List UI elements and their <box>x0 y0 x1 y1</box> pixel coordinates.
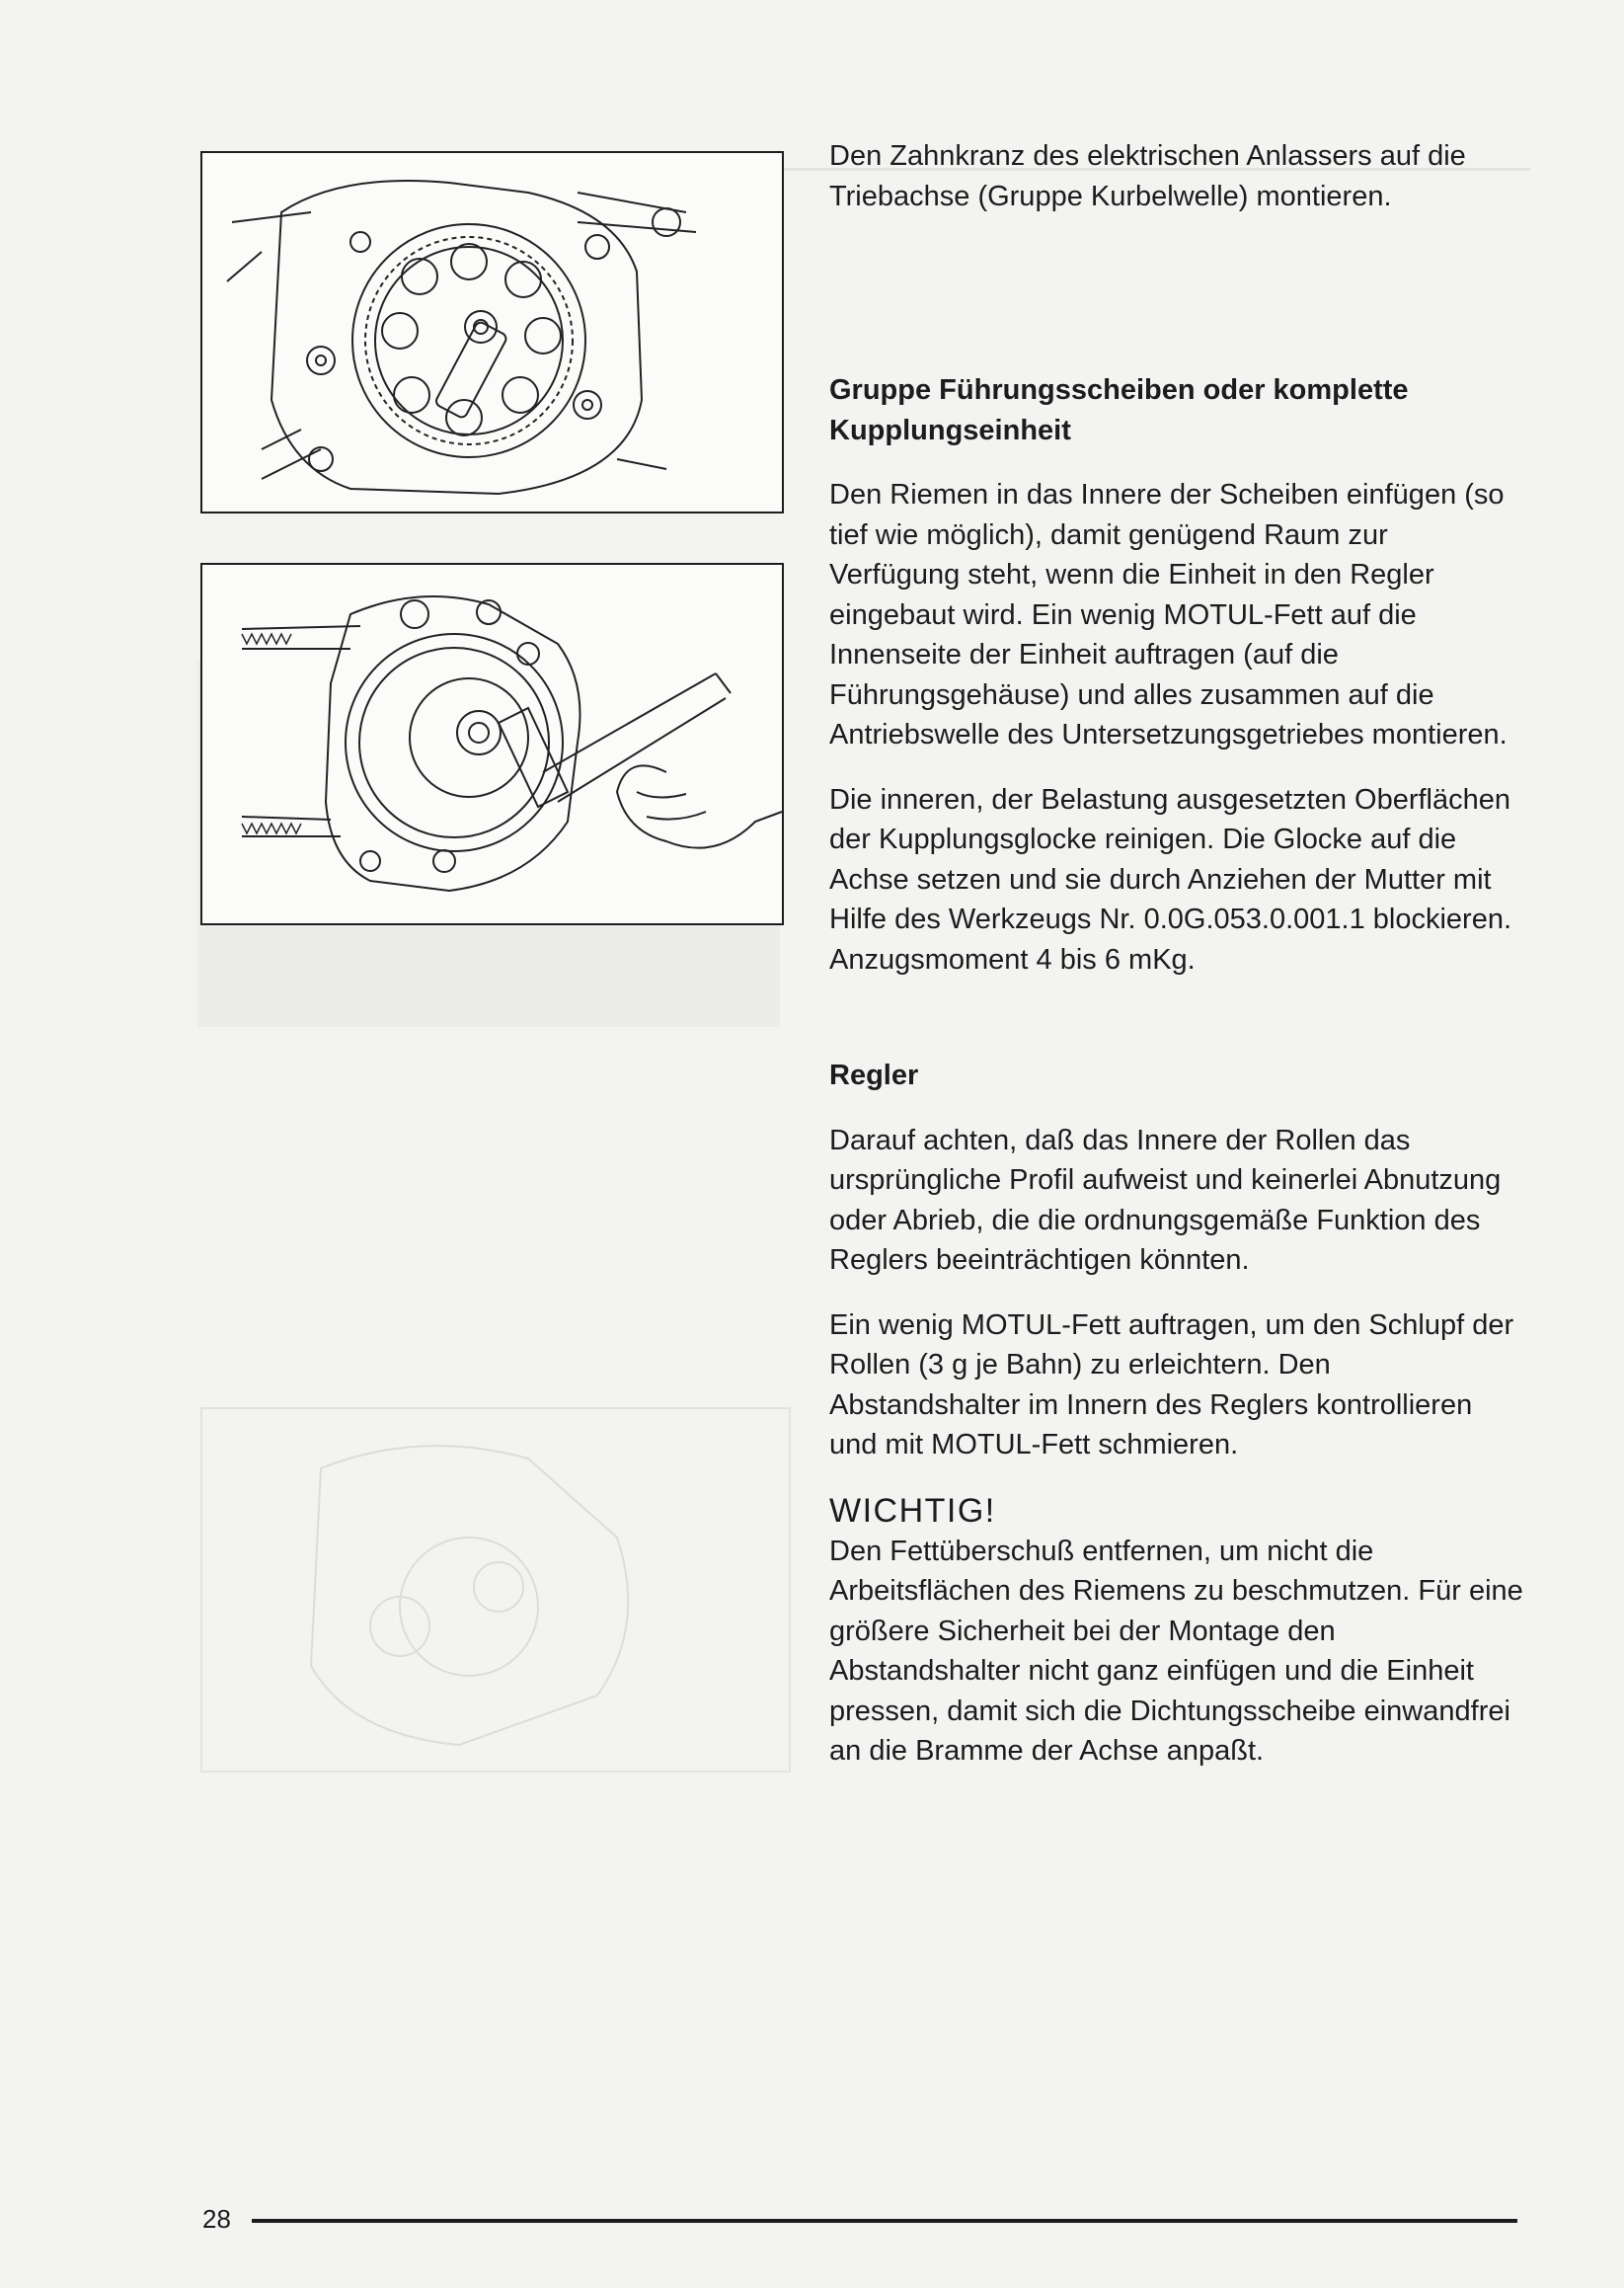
figure-clutch-assembly <box>200 563 784 925</box>
text-column <box>829 136 1525 1772</box>
clutch-paragraph-2: Die inneren, der Belastung ausgesetzten Oberflächen der Kupplungsglocke reinigen. Die Glocke auf die Achse setzen und sie durch Anziehen der Mutter mit Hilfe des Werkzeugs Nr. 0.0G.053.0.001.1 blockieren. Anzugsmoment 4 bis 6 mKg. <box>829 783 1512 976</box>
bleed-through-drawing-icon <box>202 1409 789 1771</box>
bleed-through-figure <box>200 1407 791 1773</box>
warning-paragraph: Den Fettüberschuß entfernen, um nicht die Arbeitsflächen des Riemens zu beschmutzen. Für eine größere Sicherheit bei der Montage den Abstandshalter nicht ganz einfügen und die Einheit pressen, damit sich die Dichtungsscheibe einwandfrei an die Bramme der Achse anpaßt. <box>829 1535 1523 1767</box>
regler-paragraph-1: Darauf achten, daß das Innere der Rollen das ursprüngliche Profil aufweist und keinerlei Abnutzung oder Abrieb, die die ordnungsgemäße Funktion des Reglers beeinträchtigen könnten. <box>829 1124 1502 1276</box>
regler-paragraph-2: Ein wenig MOTUL-Fett auftragen, um den Schlupf der Rollen (3 g je Bahn) zu erleichtern. Den Abstandshalter im Innern des Reglers kontrollieren und mit MOTUL-Fett schmieren. <box>829 1308 1514 1460</box>
starter-ring-gear-drawing-icon <box>202 153 782 512</box>
figure-starter-ring-gear <box>200 151 784 513</box>
clutch-assembly-with-wrench-drawing-icon <box>202 565 782 923</box>
section-heading-clutch: Gruppe Führungsscheiben oder komplette Kupplungseinheit <box>829 374 1409 446</box>
warning-label: WICHTIG! <box>829 1491 996 1530</box>
footer-rule <box>252 2219 1517 2223</box>
page-number: 28 <box>202 2204 231 2234</box>
section-heading-regler: Regler <box>829 1060 919 1091</box>
clutch-paragraph-1: Den Riemen in das Innere der Scheiben einfügen (so tief wie möglich), damit genügend Raum zur Verfügung steht, wenn die Einheit in den Regler eingebaut wird. Ein wenig MOTUL-Fett auf die Innenseite der Einheit auftragen (auf die Führungsgehäuse) und alles zusammen auf die Antriebswelle des Untersetzungsgetriebes montieren. <box>829 479 1508 750</box>
intro-paragraph: Den Zahnkranz des elektrischen Anlassers auf die Triebachse (Gruppe Kurbelwelle) montieren. <box>829 140 1466 212</box>
